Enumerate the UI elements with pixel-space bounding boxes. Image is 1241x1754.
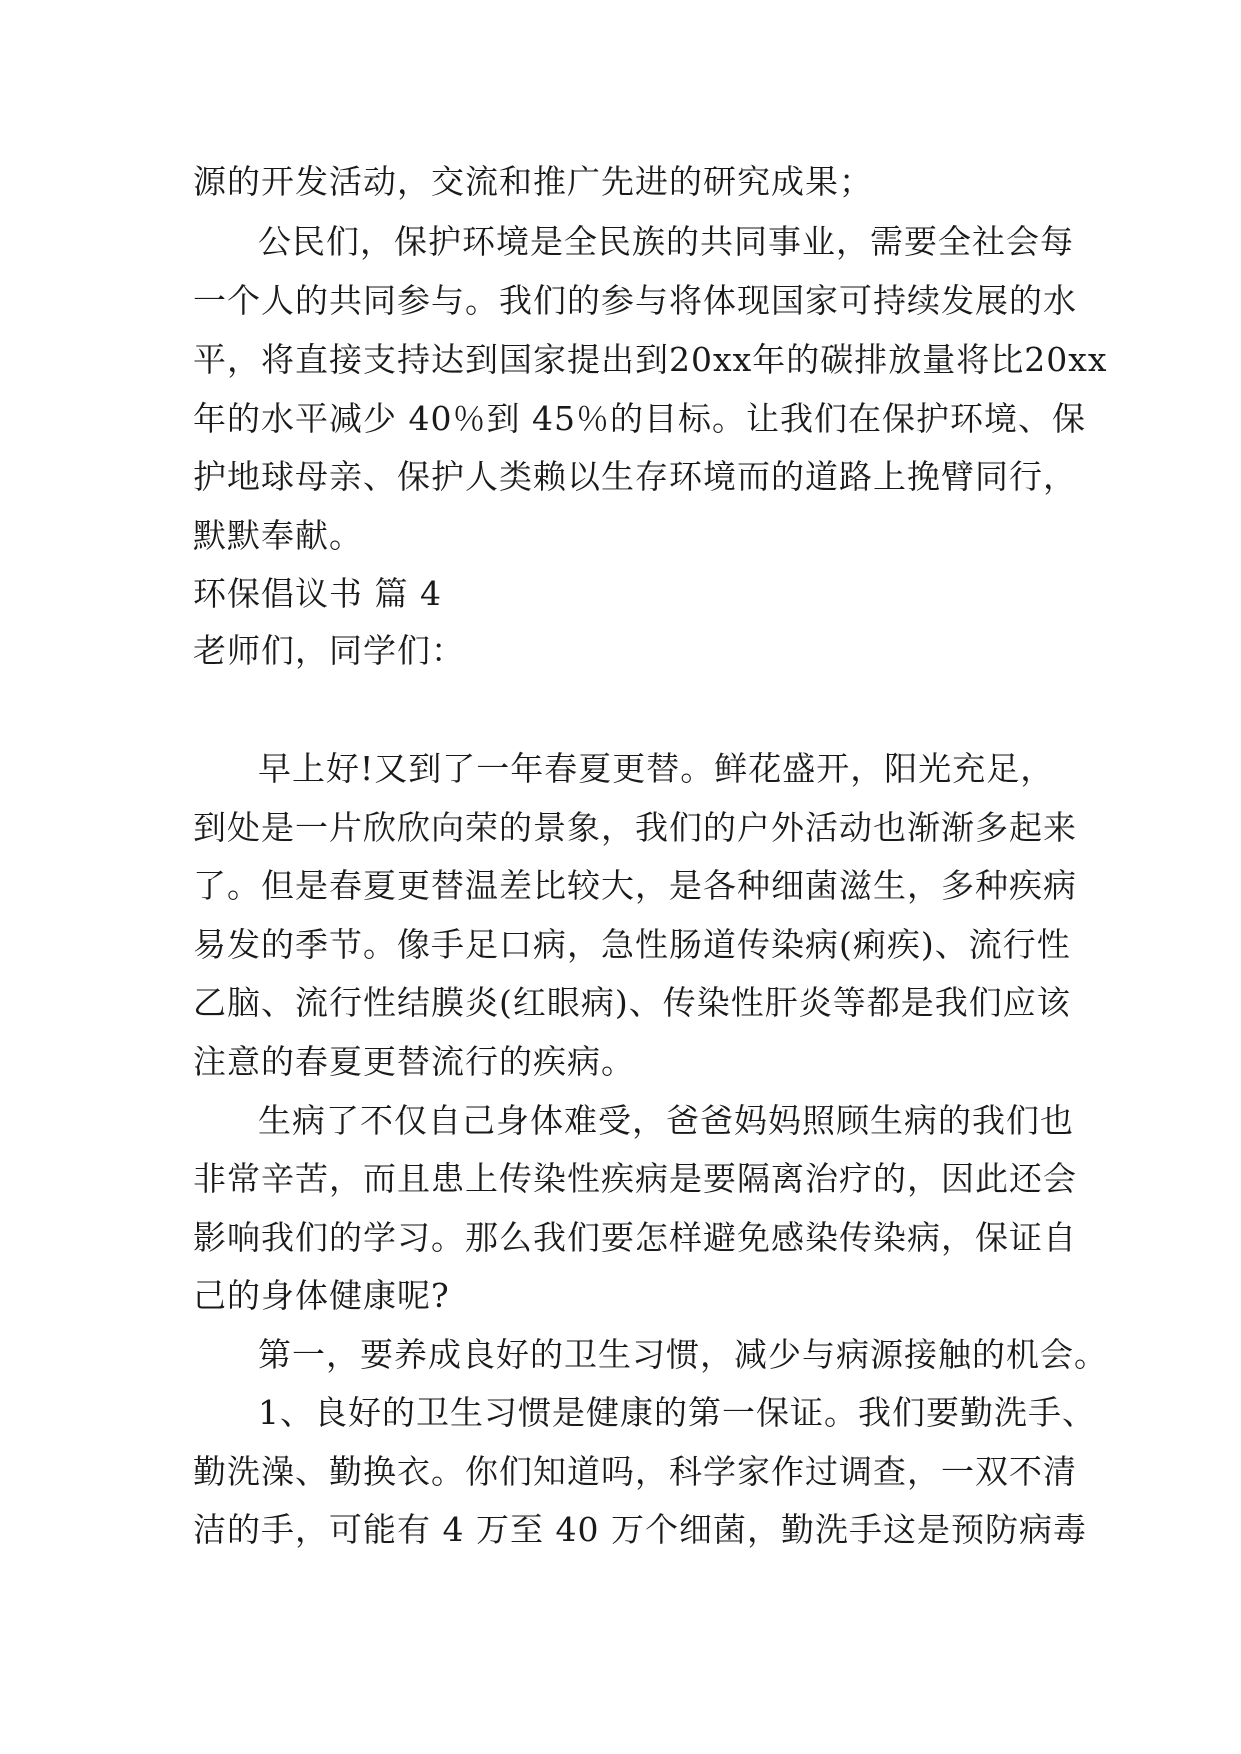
paragraph-line: 了。但是春夏更替温差比较大，是各种细菌滋生，多种疾病 [193, 866, 1077, 905]
paragraph-line: 公民们，保护环境是全民族的共同事业，需要全社会每 [258, 222, 1074, 261]
paragraph-line: 一个人的共同参与。我们的参与将体现国家可持续发展的水 [193, 281, 1077, 320]
paragraph-line: 源的开发活动，交流和推广先进的研究成果； [193, 162, 873, 201]
paragraph-line: 非常辛苦，而且患上传染性疾病是要隔离治疗的，因此还会 [193, 1159, 1077, 1198]
paragraph-line: 勤洗澡、勤换衣。你们知道吗，科学家作过调查，一双不清 [193, 1452, 1077, 1491]
section-heading: 环保倡议书 篇 4 [193, 574, 442, 613]
paragraph-line: 1、良好的卫生习惯是健康的第一保证。我们要勤洗手、 [258, 1393, 1096, 1432]
paragraph-line: 生病了不仅自己身体难受，爸爸妈妈照顾生病的我们也 [258, 1101, 1074, 1140]
paragraph-line: 乙脑、流行性结膜炎(红眼病)、传染性肝炎等都是我们应该 [193, 983, 1071, 1022]
paragraph-line: 平，将直接支持达到国家提出到20xx年的碳排放量将比20xx [193, 340, 1108, 379]
salutation: 老师们，同学们： [193, 631, 465, 670]
paragraph-line: 护地球母亲、保护人类赖以生存环境而的道路上挽臂同行， [193, 457, 1077, 496]
paragraph-line: 己的身体健康呢? [193, 1276, 450, 1315]
paragraph-line: 影响我们的学习。那么我们要怎样避免感染传染病，保证自 [193, 1218, 1077, 1257]
paragraph-line: 早上好!又到了一年春夏更替。鲜花盛开，阳光充足， [258, 749, 1055, 788]
paragraph-line: 第一，要养成良好的卫生习惯，减少与病源接触的机会。 [258, 1335, 1108, 1374]
paragraph-line: 年的水平减少 40％到 45％的目标。让我们在保护环境、保 [193, 399, 1086, 438]
paragraph-line: 易发的季节。像手足口病，急性肠道传染病(痢疾)、流行性 [193, 925, 1071, 964]
paragraph-line: 到处是一片欣欣向荣的景象，我们的户外活动也渐渐多起来 [193, 808, 1077, 847]
paragraph-line: 注意的春夏更替流行的疾病。 [193, 1042, 635, 1081]
paragraph-line: 洁的手，可能有 4 万至 40 万个细菌，勤洗手这是预防病毒 [193, 1510, 1087, 1549]
paragraph-line: 默默奉献。 [193, 516, 363, 555]
